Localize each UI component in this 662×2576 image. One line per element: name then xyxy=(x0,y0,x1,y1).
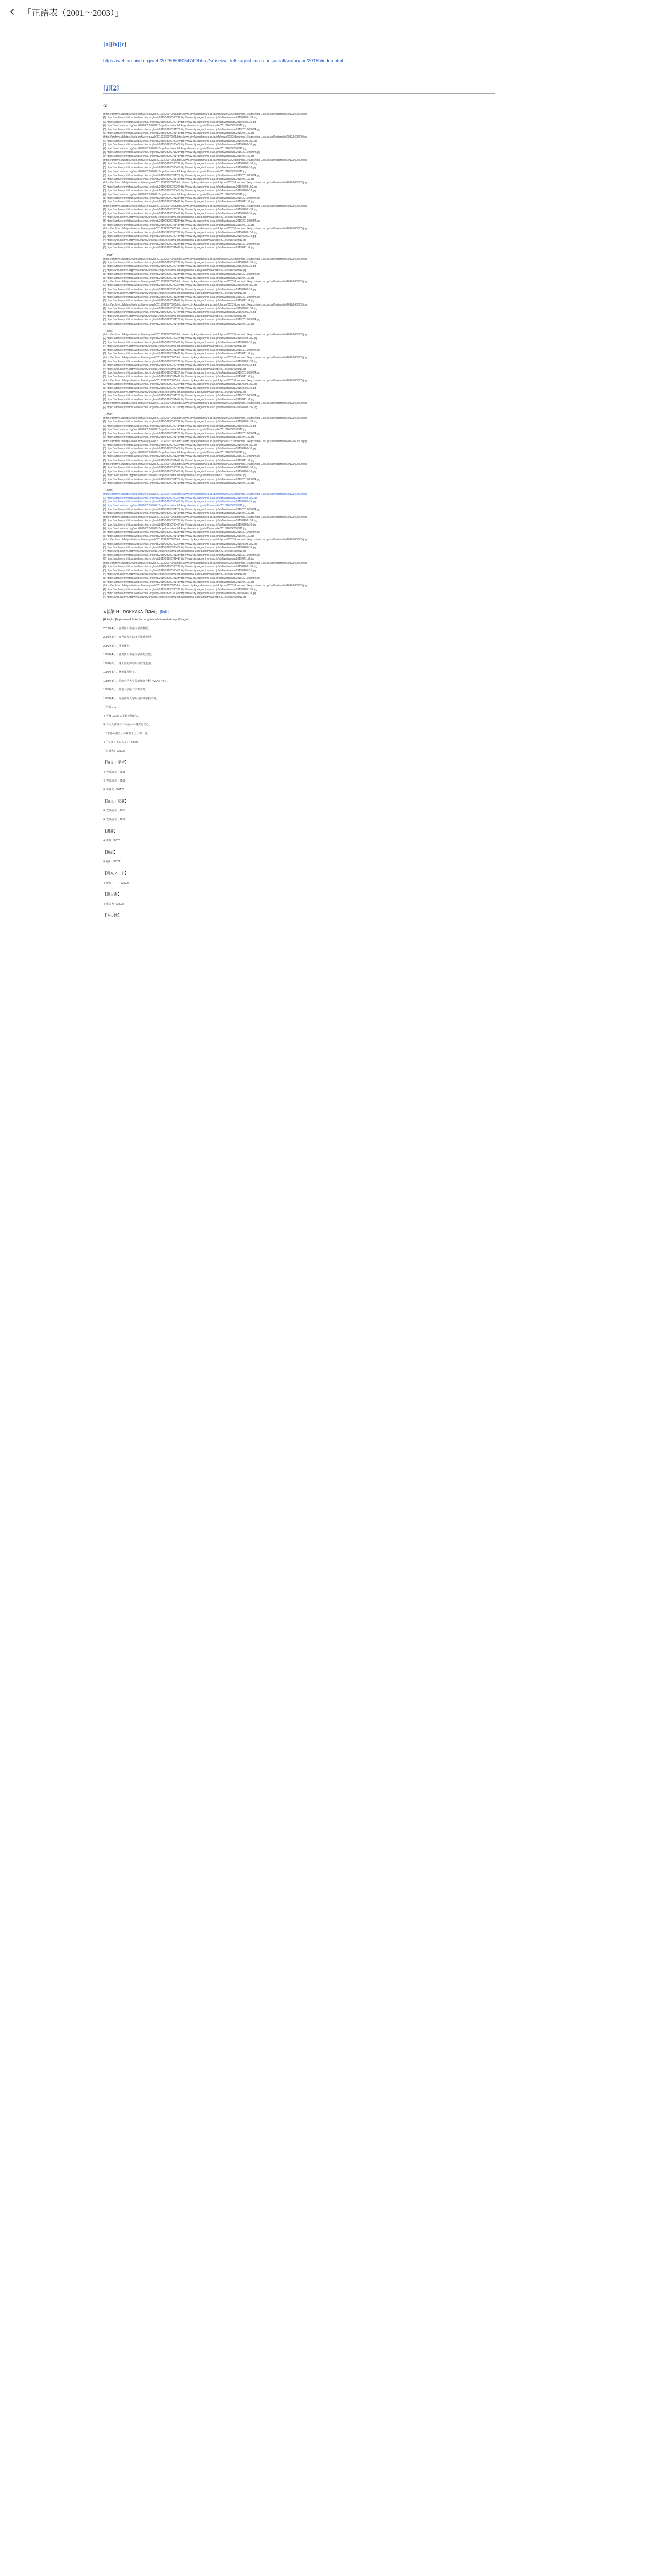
ref-line[interactable]: [5] https://archive.ph/https://web.archive.org/web/20190329070123/http://www.city.kagoshima-u.ac.jp/staff/watanabe/2015/20160303/4.jpg xyxy=(103,531,260,534)
ref-line[interactable]: [6] https://archive.ph/https://web.archive.org/web/20190329070141/http://www.city.kagoshima-u.ac.jp/staff/watanabe/2015/0411/2.jpg xyxy=(103,322,255,326)
ref-line[interactable]: [3] https://archive.ph/https://web.archive.org/web/20190329070043/http://www.city.kagoshima-u.ac.jp/staff/watanabe/2015/0206/10.jpg xyxy=(103,447,256,451)
bio-block-link[interactable]: [link] xyxy=(160,609,169,614)
ref-line[interactable]: [2] https://archive.ph/https://web.archive.org/web/20190329070022/http://www.city.kagoshima-u.ac.jp/staff/watanabe/2015/020315/2.jpg xyxy=(103,496,258,500)
ref-line[interactable]: [4] https://web.archive.org/web/20190329070101/http://seiseiwai.left.kagoshima-u.ac.jp/staff/watanabe/2015/2015/0303/11.jpg xyxy=(103,527,247,531)
top-bar xyxy=(0,0,662,24)
body-paragraph: 1993年4月、九州産業大学附属高等学校卒業。 xyxy=(103,697,159,700)
ref-line[interactable]: [4] https://web.archive.org/web/20190329070101/http://seiseiwai.left.kagoshima-u.ac.jp/staff/watanabe/2015/2015/0303/11.jpg xyxy=(103,345,247,348)
ref-line[interactable]: (https://archive.ph/https://web.archive.org/web/20190329070005/http://www.city.kagoshima-u.ac.jp/info/ippan/0022/document1.kagoshima-u.ac.jp/staff/watanabe/2012/0606/09.jpg) xyxy=(103,462,308,466)
section-heading-b-link[interactable]: [1][2] xyxy=(103,83,119,91)
body-paragraph: 『正誤表』（2023） xyxy=(103,749,127,753)
ref-line[interactable]: [6] https://archive.ph/https://web.archive.org/web/20190329070141/http://www.city.kagoshima-u.ac.jp/staff/watanabe/2015/0411/2.jpg xyxy=(103,223,255,227)
ref-line[interactable]: [6] https://archive.ph/https://web.archive.org/web/20190329070141/http://www.city.kagoshima-u.ac.jp/staff/watanabe/2015/0411/2.jpg xyxy=(103,534,255,538)
ref-line[interactable]: [2] https://archive.ph/https://web.archive.org/web/20190329070022/http://www.city.kagoshima-u.ac.jp/staff/watanabe/2015/020315/2.jpg xyxy=(103,443,258,447)
ref-line[interactable]: [4] https://web.archive.org/web/20190329070101/http://seiseiwai.left.kagoshima-u.ac.jp/staff/watanabe/2015/2015/0303/11.jpg xyxy=(103,193,247,196)
ref-group-2004 xyxy=(103,493,495,599)
ref-line[interactable]: (https://archive.ph/https://web.archive.org/web/20190329070005/http://www.city.kagoshima-u.ac.jp/info/ippan/0022/document1.kagoshima-u.ac.jp/staff/watanabe/2012/0606/09.jpg) xyxy=(103,227,308,231)
ref-line[interactable]: [5] https://archive.ph/https://web.archive.org/web/20190329070123/http://www.city.kagoshima-u.ac.jp/staff/watanabe/2015/20160303/4.jpg xyxy=(103,478,260,481)
ref-line[interactable]: [2] https://archive.ph/https://web.archive.org/web/20190329070022/http://www.city.kagoshima-u.ac.jp/staff/watanabe/2015/020315/2.jpg xyxy=(103,420,258,424)
ref-line[interactable]: [2] https://archive.ph/https://web.archive.org/web/20190329070022/http://www.city.kagoshima-u.ac.jp/staff/watanabe/2015/020315/2.jpg xyxy=(103,116,258,120)
ref-line[interactable]: [4] https://web.archive.org/web/20190329070101/http://seiseiwai.left.kagoshima-u.ac.jp/staff/watanabe/2015/2015/0303/11.jpg xyxy=(103,268,247,272)
ref-line[interactable]: (https://archive.ph/https://web.archive.org/web/20190329070005/http://www.city.kagoshima-u.ac.jp/info/ippan/0022/document1.kagoshima-u.ac.jp/staff/watanabe/2012/0606/09.jpg) xyxy=(103,257,308,261)
ref-line[interactable]: [3] https://archive.ph/https://web.archive.org/web/20190329070043/http://www.city.kagoshima-u.ac.jp/staff/watanabe/2015/0206/10.jpg xyxy=(103,591,256,595)
ref-line[interactable]: [6] https://archive.ph/https://web.archive.org/web/20190329070141/http://www.city.kagoshima-u.ac.jp/staff/watanabe/2015/0411/2.jpg xyxy=(103,580,255,584)
ref-line[interactable]: [3] https://archive.ph/https://web.archive.org/web/20190329070043/http://www.city.kagoshima-u.ac.jp/staff/watanabe/2015/0206/10.jpg xyxy=(103,120,256,124)
ref-line[interactable]: [4] https://web.archive.org/web/20190329070101/http://seiseiwai.left.kagoshima-u.ac.jp/staff/watanabe/2015/2015/0303/11.jpg xyxy=(103,572,247,576)
subsection-heading: 【書評】 xyxy=(103,829,118,833)
ref-group-title: （-2003） xyxy=(103,413,115,417)
ref-line[interactable]: (https://archive.ph/https://web.archive.org/web/20190329070005/http://www.city.kagoshima-u.ac.jp/info/ippan/0022/document1.kagoshima-u.ac.jp/staff/watanabe/2012/0606/09.jpg) xyxy=(103,493,308,496)
ref-line[interactable]: [2] https://archive.ph/https://web.archive.org/web/20190329070022/http://www.city.kagoshima-u.ac.jp/staff/watanabe/2015/020315/2.jpg xyxy=(103,284,258,287)
ref-line[interactable]: [4] https://web.archive.org/web/20190329070101/http://seiseiwai.left.kagoshima-u.ac.jp/staff/watanabe/2015/2015/0303/11.jpg xyxy=(103,391,247,394)
ref-line[interactable]: [6] https://archive.ph/https://web.archive.org/web/20190329070141/http://www.city.kagoshima-u.ac.jp/staff/watanabe/2015/0411/2.jpg xyxy=(103,398,255,401)
body-paragraph: ※ 翻訳（2021） xyxy=(103,860,123,863)
ref-line[interactable]: [3] https://archive.ph/https://web.archive.org/web/20190329070043/http://www.city.kagoshima-u.ac.jp/staff/watanabe/2015/0206/10.jpg xyxy=(103,364,256,367)
ref-line[interactable]: [4] https://web.archive.org/web/20190329070101/http://seiseiwai.left.kagoshima-u.ac.jp/staff/watanabe/2015/2015/0303/11.jpg xyxy=(103,147,247,150)
ref-line[interactable]: (https://archive.ph/https://web.archive.org/web/20190329070005/http://www.city.kagoshima-u.ac.jp/info/ippan/0022/document1.kagoshima-u.ac.jp/staff/watanabe/2012/0606/09.jpg) xyxy=(103,113,308,116)
body-paragraph: [H:English]https://www1.lit.kochi-u.ac.jp/socio/ohtsuka/article.pdf?page=1 xyxy=(103,618,190,621)
ref-line[interactable]: [2] https://archive.ph/https://web.archive.org/web/20190329070022/http://www.city.kagoshima-u.ac.jp/staff/watanabe/2015/020315/2.jpg xyxy=(103,565,258,569)
ref-marker: ① xyxy=(103,103,108,108)
subsection-heading: 【報告書】 xyxy=(103,892,121,896)
ref-line[interactable]: [6] https://archive.ph/https://web.archive.org/web/20190329070141/http://www.city.kagoshima-u.ac.jp/staff/watanabe/2015/0411/2.jpg xyxy=(103,436,255,439)
body-paragraph: ※「文書とその人々」（2000） xyxy=(103,740,140,744)
ref-line[interactable]: (https://archive.ph/https://web.archive.org/web/20190329070005/http://www.city.kagoshima-u.ac.jp/info/ippan/0022/document1.kagoshima-u.ac.jp/staff/watanabe/2012/0606/09.jpg) xyxy=(103,158,308,162)
page-title: 「正語表（2001〜2003）」 xyxy=(23,8,124,18)
ref-line[interactable]: [4] https://web.archive.org/web/20190329070101/http://seiseiwai.left.kagoshima-u.ac.jp/staff/watanabe/2015/2015/0303/11.jpg xyxy=(103,292,247,295)
ref-line[interactable]: [2] https://archive.ph/https://web.archive.org/web/20190329070022/http://www.city.kagoshima-u.ac.jp/staff/watanabe/2015/020315/2.jpg xyxy=(103,405,258,409)
ref-line[interactable]: [4] https://web.archive.org/web/20190329070101/http://seiseiwai.left.kagoshima-u.ac.jp/staff/watanabe/2015/2015/0303/11.jpg xyxy=(103,367,247,371)
ref-line[interactable]: [4] https://web.archive.org/web/20190329070101/http://seiseiwai.left.kagoshima-u.ac.jp/staff/watanabe/2015/2015/0303/11.jpg xyxy=(103,428,247,432)
ref-line[interactable]: [3] https://archive.ph/https://web.archive.org/web/20190329070043/http://www.city.kagoshima-u.ac.jp/staff/watanabe/2015/0206/10.jpg xyxy=(103,386,256,390)
body-paragraph: 2000年4月、博士後期。 xyxy=(103,644,132,648)
body-paragraph: ※ 外国人作家の日本語への翻訳を含む。 xyxy=(103,723,152,726)
ref-line[interactable]: (https://archive.ph/https://web.archive.org/web/20190329070005/http://www.city.kagoshima-u.ac.jp/info/ippan/0022/document1.kagoshima-u.ac.jp/staff/watanabe/2012/0606/09.jpg) xyxy=(103,333,308,336)
ref-line[interactable]: (https://archive.ph/https://web.archive.org/web/20190329070005/http://www.city.kagoshima-u.ac.jp/info/ippan/0022/document1.kagoshima-u.ac.jp/staff/watanabe/2012/0606/09.jpg) xyxy=(103,538,308,542)
ref-line[interactable]: (https://archive.ph/https://web.archive.org/web/20190329070005/http://www.city.kagoshima-u.ac.jp/info/ippan/0022/document1.kagoshima-u.ac.jp/staff/watanabe/2012/0606/09.jpg) xyxy=(103,280,308,284)
ref-line[interactable]: [4] https://web.archive.org/web/20190329070101/http://seiseiwai.left.kagoshima-u.ac.jp/staff/watanabe/2015/2015/0303/11.jpg xyxy=(103,504,247,507)
body-paragraph: 『「本書の著者」の執筆した図書一覧』 xyxy=(103,732,150,735)
ref-line[interactable]: [2] https://archive.ph/https://web.archive.org/web/20190329070022/http://www.city.kagoshima-u.ac.jp/staff/watanabe/2015/020315/2.jpg xyxy=(103,588,258,591)
ref-line[interactable]: [4] https://web.archive.org/web/20190329070101/http://seiseiwai.left.kagoshima-u.ac.jp/staff/watanabe/2015/2015/0303/11.jpg xyxy=(103,239,247,242)
ref-line[interactable]: [3] https://archive.ph/https://web.archive.org/web/20190329070043/http://www.city.kagoshima-u.ac.jp/staff/watanabe/2015/0206/10.jpg xyxy=(103,546,256,550)
ref-line[interactable]: [4] https://web.archive.org/web/20190329070101/http://seiseiwai.left.kagoshima-u.ac.jp/staff/watanabe/2015/2015/0303/11.jpg xyxy=(103,314,247,318)
body-paragraph: 1993年3月、筑波大学第三学群卒業。 xyxy=(103,688,148,691)
body-paragraph: ※ 査読論文（2019） xyxy=(103,818,128,821)
ref-line[interactable]: [4] https://web.archive.org/web/20190329070101/http://seiseiwai.left.kagoshima-u.ac.jp/staff/watanabe/2015/2015/0303/11.jpg xyxy=(103,124,247,128)
bio-block-title-text: ※執筆 H：ROKKAKA『Kiwi』 xyxy=(103,609,159,614)
body-paragraph: ※ 報告書（2023） xyxy=(103,902,126,906)
ref-line[interactable]: [5] https://archive.ph/https://web.archive.org/web/20190329070123/http://www.city.kagoshima-u.ac.jp/staff/watanabe/2015/20160303/4.jpg xyxy=(103,432,260,435)
subsection-heading: 【研究ノート】 xyxy=(103,871,128,875)
ref-line[interactable]: [6] https://archive.ph/https://web.archive.org/web/20190329070141/http://www.city.kagoshima-u.ac.jp/staff/watanabe/2015/0411/2.jpg xyxy=(103,200,255,204)
ref-line[interactable]: (https://archive.ph/https://web.archive.org/web/20190329070005/http://www.city.kagoshima-u.ac.jp/info/ippan/0022/document1.kagoshima-u.ac.jp/staff/watanabe/2012/0606/09.jpg) xyxy=(103,584,308,588)
body-paragraph: ※ 専修における業績を掲げる。 xyxy=(103,714,141,718)
ref-line[interactable]: [3] https://archive.ph/https://web.archive.org/web/20190329070043/http://www.city.kagoshima-u.ac.jp/staff/watanabe/2015/0206/10.jpg xyxy=(103,424,256,428)
ref-line[interactable]: [5] https://archive.ph/https://web.archive.org/web/20190329070123/http://www.city.kagoshima-u.ac.jp/staff/watanabe/2015/20160303/4.jpg xyxy=(103,219,260,223)
ref-line[interactable]: [3] https://archive.ph/https://web.archive.org/web/20190329070043/http://www.city.kagoshima-u.ac.jp/staff/watanabe/2015/0206/10.jpg xyxy=(103,143,256,147)
ref-line[interactable]: (https://archive.ph/https://web.archive.org/web/20190329070005/http://www.city.kagoshima-u.ac.jp/info/ippan/0022/document1.kagoshima-u.ac.jp/staff/watanabe/2012/0606/09.jpg) xyxy=(103,439,308,443)
body-paragraph: ※ 査読論文（2016） xyxy=(103,779,128,783)
ref-group-2001 xyxy=(103,258,495,326)
ref-line[interactable]: [3] https://archive.ph/https://web.archive.org/web/20190329070043/http://www.city.kagoshima-u.ac.jp/staff/watanabe/2015/0206/10.jpg xyxy=(103,166,256,170)
ref-line[interactable]: [5] https://archive.ph/https://web.archive.org/web/20190329070123/http://www.city.kagoshima-u.ac.jp/staff/watanabe/2015/20160303/4.jpg xyxy=(103,273,260,276)
ref-line[interactable]: [5] https://archive.ph/https://web.archive.org/web/20190329070123/http://www.city.kagoshima-u.ac.jp/staff/watanabe/2015/20160303/4.jpg xyxy=(103,295,260,299)
ref-line[interactable]: [3] https://archive.ph/https://web.archive.org/web/20190329070043/http://www.city.kagoshima-u.ac.jp/staff/watanabe/2015/0206/10.jpg xyxy=(103,341,256,344)
section-a-body xyxy=(103,56,495,65)
ref-line[interactable]: [5] https://archive.ph/https://web.archive.org/web/20190329070123/http://www.city.kagoshima-u.ac.jp/staff/watanabe/2015/20160303/4.jpg xyxy=(103,318,260,322)
ref-line[interactable]: [3] https://archive.ph/https://web.archive.org/web/20190329070043/http://www.city.kagoshima-u.ac.jp/staff/watanabe/2015/0206/10.jpg xyxy=(103,287,256,291)
body-paragraph: 1999年3月、博士後期課程単位取得退学。 xyxy=(103,662,154,665)
body-paragraph: ※ 研究ノート（2022） xyxy=(103,881,131,885)
ref-line[interactable]: [3] https://archive.ph/https://web.archive.org/web/20190329070043/http://www.city.kagoshima-u.ac.jp/staff/watanabe/2015/0206/10.jpg xyxy=(103,235,256,238)
ref-line[interactable]: [5] https://archive.ph/https://web.archive.org/web/20190329070123/http://www.city.kagoshima-u.ac.jp/staff/watanabe/2015/20160303/4.jpg xyxy=(103,508,260,511)
ref-line[interactable]: [5] https://archive.ph/https://web.archive.org/web/20190329070123/http://www.city.kagoshima-u.ac.jp/staff/watanabe/2015/20160303/4.jpg xyxy=(103,553,260,557)
ref-line[interactable]: [6] https://archive.ph/https://web.archive.org/web/20190329070141/http://www.city.kagoshima-u.ac.jp/staff/watanabe/2015/0411/2.jpg xyxy=(103,459,255,462)
ref-line[interactable]: [5] https://archive.ph/https://web.archive.org/web/20190329070123/http://www.city.kagoshima-u.ac.jp/staff/watanabe/2015/20160303/4.jpg xyxy=(103,577,260,580)
ref-line[interactable]: (https://archive.ph/https://web.archive.org/web/20190329070005/http://www.city.kagoshima-u.ac.jp/info/ippan/0022/document1.kagoshima-u.ac.jp/staff/watanabe/2012/0606/09.jpg) xyxy=(103,181,308,185)
ref-line[interactable]: (https://archive.ph/https://web.archive.org/web/20190329070005/http://www.city.kagoshima-u.ac.jp/info/ippan/0022/document1.kagoshima-u.ac.jp/staff/watanabe/2012/0606/09.jpg) xyxy=(103,356,308,360)
back-arrow-icon[interactable] xyxy=(7,7,18,17)
ref-line[interactable]: [3] https://archive.ph/https://web.archive.org/web/20190329070043/http://www.city.kagoshima-u.ac.jp/staff/watanabe/2015/0206/10.jpg xyxy=(103,470,256,473)
body-paragraph: ※ 査読論文（2018） xyxy=(103,809,128,812)
ref-line[interactable]: (https://archive.ph/https://web.archive.org/web/20190329070005/http://www.city.kagoshima-u.ac.jp/info/ippan/0022/document1.kagoshima-u.ac.jp/staff/watanabe/2012/0606/09.jpg) xyxy=(103,135,308,139)
ref-line[interactable]: [3] https://archive.ph/https://web.archive.org/web/20190329070043/http://www.city.kagoshima-u.ac.jp/staff/watanabe/2015/0206/10.jpg xyxy=(103,523,256,527)
ref-line[interactable]: (https://archive.ph/https://web.archive.org/web/20190329070005/http://www.city.kagoshima-u.ac.jp/info/ippan/0022/document1.kagoshima-u.ac.jp/staff/watanabe/2012/0606/09.jpg) xyxy=(103,402,308,405)
body-paragraph: ※ 書評（2020） xyxy=(103,839,123,842)
ref-line[interactable]: [2] https://archive.ph/https://web.archive.org/web/20190329070022/http://www.city.kagoshima-u.ac.jp/staff/watanabe/2015/020315/2.jpg xyxy=(103,162,258,166)
ref-line[interactable]: [2] https://archive.ph/https://web.archive.org/web/20190329070022/http://www.city.kagoshima-u.ac.jp/staff/watanabe/2015/020315/2.jpg xyxy=(103,261,258,265)
ref-line[interactable]: [6] https://archive.ph/https://web.archive.org/web/20190329070141/http://www.city.kagoshima-u.ac.jp/staff/watanabe/2015/0411/2.jpg xyxy=(103,276,255,280)
body-paragraph: ※ 本論文（2017） xyxy=(103,788,126,791)
ref-line[interactable]: [6] https://archive.ph/https://web.archive.org/web/20190329070141/http://www.city.kagoshima-u.ac.jp/staff/watanabe/2015/0411/2.jpg xyxy=(103,299,255,303)
ref-line[interactable]: [4] https://web.archive.org/web/20190329070101/http://seiseiwai.left.kagoshima-u.ac.jp/staff/watanabe/2015/2015/0303/11.jpg xyxy=(103,550,247,553)
ref-line[interactable]: [5] https://archive.ph/https://web.archive.org/web/20190329070123/http://www.city.kagoshima-u.ac.jp/staff/watanabe/2015/20160303/4.jpg xyxy=(103,151,260,155)
ref-line[interactable]: [2] https://archive.ph/https://web.archive.org/web/20190329070022/http://www.city.kagoshima-u.ac.jp/staff/watanabe/2015/020315/2.jpg xyxy=(103,519,258,523)
body-paragraph: 2012年4月〜鹿児島大学法文学部教授。 xyxy=(103,626,151,630)
ref-line[interactable]: [5] https://archive.ph/https://web.archive.org/web/20190329070123/http://www.city.kagoshima-u.ac.jp/staff/watanabe/2015/20160303/4.jpg xyxy=(103,394,260,398)
ref-line[interactable]: [3] https://archive.ph/https://web.archive.org/web/20190329070043/http://www.city.kagoshima-u.ac.jp/staff/watanabe/2015/0206/10.jpg xyxy=(103,189,256,193)
ref-line[interactable]: [2] https://archive.ph/https://web.archive.org/web/20190329070022/http://www.city.kagoshima-u.ac.jp/staff/watanabe/2015/020315/2.jpg xyxy=(103,360,258,363)
ref-line[interactable]: [6] https://archive.ph/https://web.archive.org/web/20190329070141/http://www.city.kagoshima-u.ac.jp/staff/watanabe/2015/0411/2.jpg xyxy=(103,375,255,379)
body-paragraph: 1993年4月、筑波大学大学院地域研究科（M.A.）修了。 xyxy=(103,679,170,683)
ref-group-title: （-2004） xyxy=(103,489,115,493)
ref-line[interactable]: [4] https://web.archive.org/web/20190329070101/http://seiseiwai.left.kagoshima-u.ac.jp/staff/watanabe/2015/2015/0303/11.jpg xyxy=(103,215,247,219)
ref-group-title: （-2001） xyxy=(103,253,115,257)
ref-line[interactable]: [5] https://archive.ph/https://web.archive.org/web/20190329070123/http://www.city.kagoshima-u.ac.jp/staff/watanabe/2015/20160303/4.jpg xyxy=(103,348,260,352)
ref-line[interactable]: [4] https://web.archive.org/web/20190329070101/http://seiseiwai.left.kagoshima-u.ac.jp/staff/watanabe/2015/2015/0303/11.jpg xyxy=(103,474,247,478)
body-paragraph: 1999年4月〜鹿児島大学法文学部助教授。 xyxy=(103,653,154,656)
section-heading-a xyxy=(103,40,495,50)
ref-line[interactable]: [3] https://archive.ph/https://web.archive.org/web/20190329070043/http://www.city.kagoshima-u.ac.jp/staff/watanabe/2015/0206/10.jpg xyxy=(103,311,256,314)
bio-block-title xyxy=(103,609,495,615)
ref-line[interactable]: [5] https://archive.ph/https://web.archive.org/web/20190329070123/http://www.city.kagoshima-u.ac.jp/staff/watanabe/2015/20160303/4.jpg xyxy=(103,174,260,177)
section-heading-a-link[interactable]: [a][b][c] xyxy=(103,40,127,48)
ref-line[interactable]: [2] https://archive.ph/https://web.archive.org/web/20190329070022/http://www.city.kagoshima-u.ac.jp/staff/watanabe/2015/020315/2.jpg xyxy=(103,139,258,143)
ref-line[interactable]: [2] https://archive.ph/https://web.archive.org/web/20190329070022/http://www.city.kagoshima-u.ac.jp/staff/watanabe/2015/020315/2.jpg xyxy=(103,337,258,341)
ref-group-2002 xyxy=(103,333,495,410)
ref-line[interactable]: [3] https://archive.ph/https://web.archive.org/web/20190329070043/http://www.city.kagoshima-u.ac.jp/staff/watanabe/2015/0206/10.jpg xyxy=(103,265,256,268)
ref-group-2003 xyxy=(103,417,495,485)
section-heading-b xyxy=(103,83,495,94)
ref-line[interactable]: (https://archive.ph/https://web.archive.org/web/20190329070005/http://www.city.kagoshima-u.ac.jp/info/ippan/0022/document1.kagoshima-u.ac.jp/staff/watanabe/2012/0606/09.jpg) xyxy=(103,204,308,208)
article-content xyxy=(103,40,495,923)
archive-link[interactable]: https://web.archive.org/web/20250506054742/http://seiseiwai.left.kagoshima-u.ac.jp/staff/watanabe/2015b/index.html xyxy=(103,58,343,63)
subsection-heading: 【その他】 xyxy=(103,913,121,918)
ref-line[interactable]: [2] https://archive.ph/https://web.archive.org/web/20190329070022/http://www.city.kagoshima-u.ac.jp/staff/watanabe/2015/020315/2.jpg xyxy=(103,466,258,470)
ref-line[interactable]: [6] https://archive.ph/https://web.archive.org/web/20190329070141/http://www.city.kagoshima-u.ac.jp/staff/watanabe/2015/0411/2.jpg xyxy=(103,481,255,485)
ref-line[interactable]: [2] https://archive.ph/https://web.archive.org/web/20190329070022/http://www.city.kagoshima-u.ac.jp/staff/watanabe/2015/020315/2.jpg xyxy=(103,307,258,310)
ref-line[interactable]: [6] https://archive.ph/https://web.archive.org/web/20190329070141/http://www.city.kagoshima-u.ac.jp/staff/watanabe/2015/0411/2.jpg xyxy=(103,132,255,135)
ref-line[interactable]: (https://archive.ph/https://web.archive.org/web/20190329070005/http://www.city.kagoshima-u.ac.jp/info/ippan/0022/document1.kagoshima-u.ac.jp/staff/watanabe/2012/0606/09.jpg) xyxy=(103,561,308,565)
ref-line[interactable]: [5] https://archive.ph/https://web.archive.org/web/20190329070123/http://www.city.kagoshima-u.ac.jp/staff/watanabe/2015/20160303/4.jpg xyxy=(103,371,260,375)
ref-group-main xyxy=(103,113,495,250)
body-paragraph: （所属リスト） xyxy=(103,705,122,709)
ref-line[interactable]: [4] https://web.archive.org/web/20190329070101/http://seiseiwai.left.kagoshima-u.ac.jp/staff/watanabe/2015/2015/0303/11.jpg xyxy=(103,451,247,454)
ref-line[interactable]: [3] https://archive.ph/https://web.archive.org/web/20190329070043/http://www.city.kagoshima-u.ac.jp/staff/watanabe/2015/0206/10.jpg xyxy=(103,212,256,215)
ref-line[interactable]: (https://archive.ph/https://web.archive.org/web/20190329070005/http://www.city.kagoshima-u.ac.jp/info/ippan/0022/document1.kagoshima-u.ac.jp/staff/watanabe/2012/0606/09.jpg) xyxy=(103,515,308,519)
ref-line[interactable]: [6] https://archive.ph/https://web.archive.org/web/20190329070141/http://www.city.kagoshima-u.ac.jp/staff/watanabe/2015/0411/2.jpg xyxy=(103,512,255,515)
ref-line[interactable]: [6] https://archive.ph/https://web.archive.org/web/20190329070141/http://www.city.kagoshima-u.ac.jp/staff/watanabe/2015/0411/2.jpg xyxy=(103,155,255,158)
ref-line[interactable]: [4] https://web.archive.org/web/20190329070101/http://seiseiwai.left.kagoshima-u.ac.jp/staff/watanabe/2015/2015/0303/11.jpg xyxy=(103,170,247,174)
ref-line[interactable]: [2] https://archive.ph/https://web.archive.org/web/20190329070022/http://www.city.kagoshima-u.ac.jp/staff/watanabe/2015/020315/2.jpg xyxy=(103,231,258,234)
ref-line[interactable]: [6] https://archive.ph/https://web.archive.org/web/20190329070141/http://www.city.kagoshima-u.ac.jp/staff/watanabe/2015/0411/2.jpg xyxy=(103,177,255,181)
ref-line[interactable]: (https://archive.ph/https://web.archive.org/web/20190329070005/http://www.city.kagoshima-u.ac.jp/info/ippan/0022/document1.kagoshima-u.ac.jp/staff/watanabe/2012/0606/09.jpg) xyxy=(103,379,308,382)
ref-line[interactable]: [2] https://archive.ph/https://web.archive.org/web/20190329070022/http://www.city.kagoshima-u.ac.jp/staff/watanabe/2015/020315/2.jpg xyxy=(103,208,258,212)
subsection-heading: 【翻訳】 xyxy=(103,850,118,854)
body-paragraph: 1996年3月、修士課程修了。 xyxy=(103,670,138,674)
ref-line[interactable]: [5] https://archive.ph/https://web.archive.org/web/20190329070123/http://www.city.kagoshima-u.ac.jp/staff/watanabe/2015/20160303/4.jpg xyxy=(103,242,260,246)
ref-line[interactable]: (https://archive.ph/https://web.archive.org/web/20190329070005/http://www.city.kagoshima-u.ac.jp/info/ippan/0022/document1.kagoshima-u.ac.jp/staff/watanabe/2012/0606/09.jpg) xyxy=(103,303,308,307)
ref-line[interactable]: [2] https://archive.ph/https://web.archive.org/web/20190329070022/http://www.city.kagoshima-u.ac.jp/staff/watanabe/2015/020315/2.jpg xyxy=(103,185,258,189)
subsection-heading: 【論文・学術】 xyxy=(103,760,128,765)
ref-line[interactable]: [5] https://archive.ph/https://web.archive.org/web/20190329070123/http://www.city.kagoshima-u.ac.jp/staff/watanabe/2015/20160303/4.jpg xyxy=(103,455,260,459)
ref-line[interactable]: [5] https://archive.ph/https://web.archive.org/web/20190329070123/http://www.city.kagoshima-u.ac.jp/staff/watanabe/2015/20160303/4.jpg xyxy=(103,196,260,200)
subsection-heading: 【論文・紀要】 xyxy=(103,799,128,803)
ref-line[interactable]: [6] https://archive.ph/https://web.archive.org/web/20190329070141/http://www.city.kagoshima-u.ac.jp/staff/watanabe/2015/0411/2.jpg xyxy=(103,246,255,250)
ref-line[interactable]: [6] https://archive.ph/https://web.archive.org/web/20190329070141/http://www.city.kagoshima-u.ac.jp/staff/watanabe/2015/0411/2.jpg xyxy=(103,557,255,561)
ref-line[interactable]: [5] https://archive.ph/https://web.archive.org/web/20190329070123/http://www.city.kagoshima-u.ac.jp/staff/watanabe/2015/20160303/4.jpg xyxy=(103,128,260,131)
ref-group-title: （-2002） xyxy=(103,329,115,333)
ref-line[interactable]: [3] https://archive.ph/https://web.archive.org/web/20190329070043/http://www.city.kagoshima-u.ac.jp/staff/watanabe/2015/0206/10.jpg xyxy=(103,500,256,504)
ref-line[interactable]: [2] https://archive.ph/https://web.archive.org/web/20190329070022/http://www.city.kagoshima-u.ac.jp/staff/watanabe/2015/020315/2.jpg xyxy=(103,383,258,386)
ref-line[interactable]: [6] https://archive.ph/https://web.archive.org/web/20190329070141/http://www.city.kagoshima-u.ac.jp/staff/watanabe/2015/0411/2.jpg xyxy=(103,352,255,355)
body-paragraph: ※ 査読論文（2015） xyxy=(103,770,128,774)
body-paragraph: 2005年4月〜鹿児島大学法文学部准教授。 xyxy=(103,635,154,639)
ref-line[interactable]: [2] https://archive.ph/https://web.archive.org/web/20190329070022/http://www.city.kagoshima-u.ac.jp/staff/watanabe/2015/020315/2.jpg xyxy=(103,542,258,546)
ref-line[interactable]: [4] https://web.archive.org/web/20190329070101/http://seiseiwai.left.kagoshima-u.ac.jp/staff/watanabe/2015/2015/0303/11.jpg xyxy=(103,596,247,599)
ref-line[interactable]: (https://archive.ph/https://web.archive.org/web/20190329070005/http://www.city.kagoshima-u.ac.jp/info/ippan/0022/document1.kagoshima-u.ac.jp/staff/watanabe/2012/0606/09.jpg) xyxy=(103,417,308,420)
ref-line[interactable]: [3] https://archive.ph/https://web.archive.org/web/20190329070043/http://www.city.kagoshima-u.ac.jp/staff/watanabe/2015/0206/10.jpg xyxy=(103,569,256,572)
